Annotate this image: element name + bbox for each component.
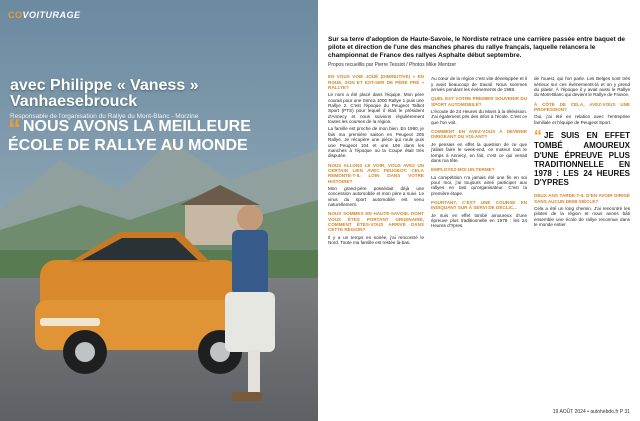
interview-question: NOUS SOMMES EN HAUTE-SAVOIE. DONT VOUS ÊTES PORTANT ORIGINAIRE, COMMENT ÊTES-VOUS ARRIVÉ DANS CETTE RÉGION?	[328, 211, 424, 233]
article-paragraph: Oui, j'ai été en relation avec l'entreprise familiale et l'équipe de Peugeot Sport.	[534, 114, 630, 125]
article-paragraph: L'écoute de 24 Heures du Mans à la télévision. J'ai également pris des infos à l'école. C'est ce que l'on voit.	[431, 109, 527, 125]
article-paragraph: La compétition n'a jamais été une fin en soi pour moi, j'ai toujours aimé participer aux rallyes en tant qu'organisateur. C'est la première étape.	[431, 174, 527, 196]
article-page	[318, 0, 640, 421]
article-column-3	[534, 74, 630, 374]
article-paragraph: Je pensais en effet la question de ce que j'allais faire le week-end, ce moteur tout le temps à Annecy, en fait, c'est ce qui venait dans ma tête.	[431, 141, 527, 163]
interview-question: DEUX ANS TARDE-T-IL D'EN AVOIR DIRIGÉ SANS AUCUN DEMI-SIÈCLE?	[534, 193, 630, 204]
quote-mark-icon: “	[8, 113, 21, 143]
article-paragraph: La famille est proche de mon bien. En 1990, je fais ma première saison en Peugeot 205 Rallye. Je récupère une pièce qui roule puis une Peugeot 104 et une 106 dans les manches à l'époque où la Coupe était très disputée.	[328, 126, 424, 159]
interview-question: QUEL EST VOTRE PREMIER SOUVENIR DU SPORT AUTOMOBILE?	[431, 96, 527, 107]
pull-quote-text: JE SUIS EN EFFET TOMBÉ AMOUREUX D'UNE ÉPREUVE PLUS TRADITIONNELLE EN 1978 : LES 24 HEURES D'YPRES	[534, 131, 630, 188]
interview-question: EN VOUS VOIE JOUÉ (DIMINUTIVE) « EN ROUE, SON ET EST-SER DE PÈRE PRÉ » RALLYE?	[328, 74, 424, 91]
pull-quote	[534, 128, 630, 188]
footer-page: 31	[624, 409, 630, 415]
cover-quote-text: NOUS AVONS LA MEILLEURE ÉCOLE DE RALLYE AU MONDE	[8, 118, 251, 154]
headline-subtitle: Responsable de l'organisation du Rallye du Mont-Blanc - Morzine	[10, 113, 199, 120]
interview-question: COMMENT EN AVEZ-VOUS À DEVENIR DIRIGEANT DU VOLANT?	[431, 129, 527, 140]
photo-page	[0, 0, 318, 421]
article-paragraph: Le nom a été placé dans l'équipe. Mon père courait pour une Simca 1000 Rallye 1 puis une Rallye 2. C'est l'époque du Peugeot Talbot Sport (PTS) pour lequel il était le président d'Annecy et nous suivions régulièrement toutes les courses de la région.	[328, 92, 424, 125]
article-column-1	[328, 74, 424, 374]
interview-question: POURTANT, C'EST UNE COURSE EN INDIQUANT SUR À SERVI DE DÉCLIC...	[431, 199, 527, 211]
article-paragraph: Cela a été un long chemin. J'ai rencontré les pilotes de la région et nous avons bâti ensemble une école de rallye reconnue dans le monde entier.	[534, 206, 630, 228]
interview-question: NOUS ALLONS LE VOIR, VOUS AVEZ UN CERTAIN LIEN AVEC PEUGEOT. CELA REMONTE-T-IL LOIN DANS VOTRE HISTOIRE?	[328, 162, 424, 184]
page-footer: 19 AOÛT 2024 • autohebdo.fr P 31	[552, 409, 630, 415]
article-paragraph: Au cœur de la région c'est vite développée et il y avait beaucoup de travail. Nous sommes arrivés pendant les événements de 1988.	[431, 76, 527, 93]
article-paragraph: Il y a un temps en soirée, j'ai rencontré le Nord. Toute ma famille est restée là-bas.	[328, 234, 424, 246]
badge-word: VOITURAGE	[22, 10, 81, 20]
article-credit: Propos recueillis par Pierre Tessiot / Photos Mike Mentzer	[328, 62, 457, 69]
article-paragraph: Mon grand-père possédait déjà une concession automobile et mon père a suivi. Le virus du sport automobile est venu naturellement.	[328, 185, 424, 207]
footer-date: 19 AOÛT 2024	[552, 409, 586, 415]
interview-question: À CÔTÉ DE CELA, AVEZ-VOUS UNE PROFESSION?	[534, 101, 630, 113]
quote-mark-icon: “	[534, 128, 542, 146]
footer-mag: autohebdo.fr	[590, 409, 619, 415]
article-columns	[328, 74, 630, 374]
article-paragraph: Je suis en effet tombé amoureux d'une épreuve plus traditionnelle en 1978 : les 24 Heures d'Ypres.	[431, 212, 527, 229]
headline-line2: Vanhaesebrouck	[10, 93, 138, 110]
headline-line1: avec Philippe « Vaness »	[10, 77, 199, 94]
badge-prefix: CO	[8, 10, 23, 20]
article-column-2	[431, 74, 527, 374]
headline-block	[10, 78, 302, 121]
article-intro: Sur sa terre d'adoption de Haute-Savoie, le Nordiste retrace une carrière passée entre baquet de pilote et direction de l'une des manches phares du rallye français, laquelle relancera le championnat de France des rallyes Asphalte début septembre.	[328, 36, 626, 59]
article-paragraph: de l'ouest, qui l'on parle. Les Belges sont très sérieux sur ces événements-là et on y prend du plaisir. À l'époque il y avait aussi le Rallye du Mont-Blanc qui devient le Rallye de France.	[534, 76, 630, 98]
section-badge	[8, 10, 81, 20]
cover-photo	[0, 0, 318, 421]
interview-question: EMPLOYEZ-MOI UN TERME?	[431, 167, 495, 173]
